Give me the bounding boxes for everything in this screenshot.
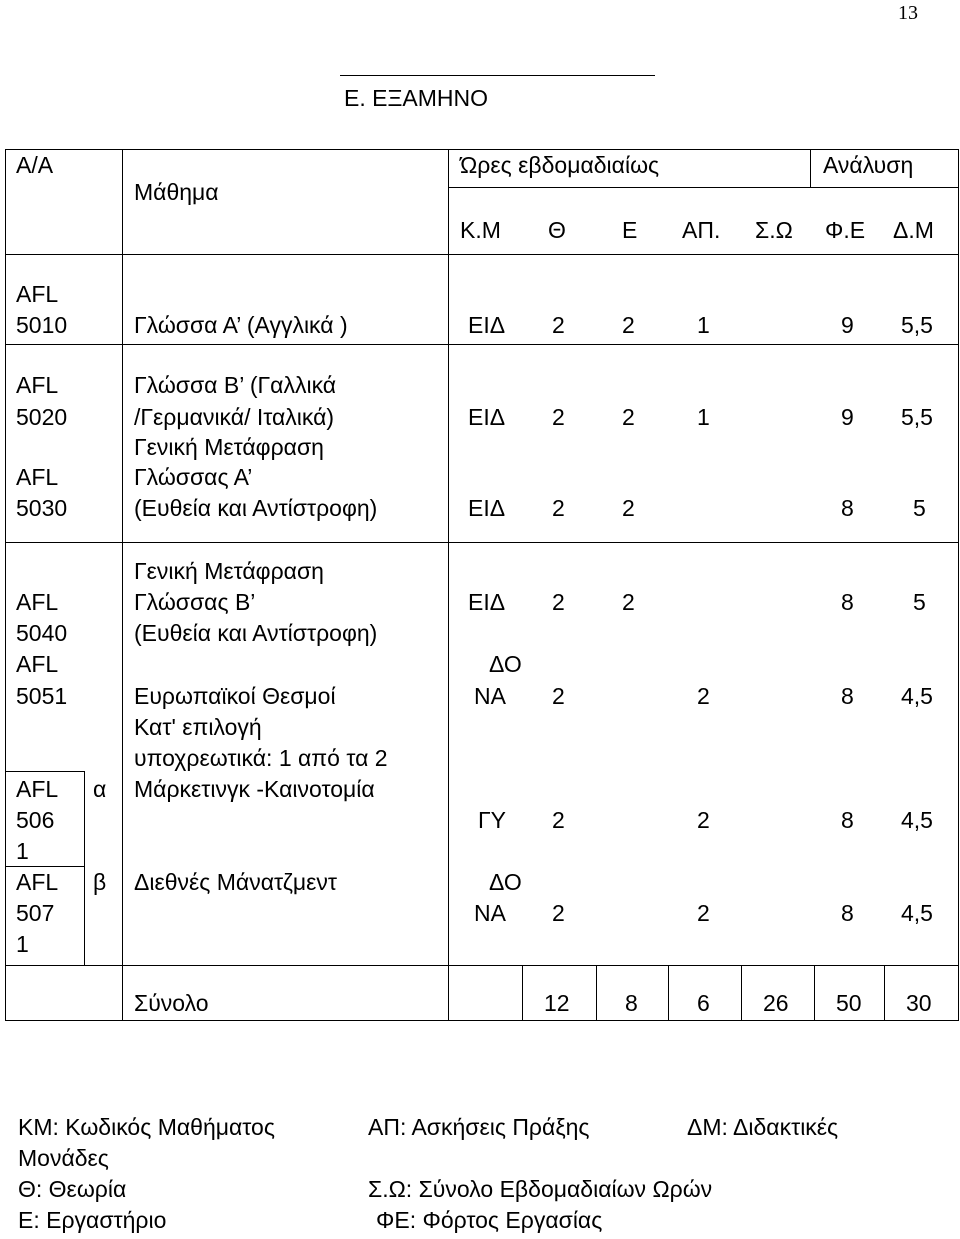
cell-text: 2 xyxy=(552,404,565,430)
cell-text: Γλώσσας Β’ xyxy=(134,589,256,615)
cell-text: 5030 xyxy=(16,495,68,521)
cell-text: ΝΑ xyxy=(474,900,506,926)
cell-text: ΓΥ xyxy=(478,807,507,833)
cell-text: 8 xyxy=(841,900,854,926)
cell-text: ΕΙΔ xyxy=(468,589,506,615)
cell-text: 2 xyxy=(552,495,565,521)
cell-text: 8 xyxy=(841,683,854,709)
cell-text: Γλώσσας Α’ xyxy=(134,464,253,490)
cell-text: ΔΜ: Διδακτικές xyxy=(687,1114,839,1140)
cell-text: ΕΙΔ xyxy=(468,404,506,430)
header-course: Μάθημα xyxy=(134,179,219,205)
cell-text: 1 xyxy=(16,931,29,957)
cell-text: Μάρκετινγκ -Καινοτομία xyxy=(134,776,375,802)
header-aa: Α/Α xyxy=(16,152,54,178)
total-label: Σύνολο xyxy=(134,990,209,1016)
cell-text: 5 xyxy=(913,589,926,615)
cell-text: 26 xyxy=(763,990,789,1016)
cell-text: 12 xyxy=(544,990,570,1016)
cell-text: α xyxy=(93,776,107,802)
cell-text: β xyxy=(93,869,107,895)
cell-text: 2 xyxy=(622,312,635,338)
cell-text: ΕΙΔ xyxy=(468,312,506,338)
cell-text: 9 xyxy=(841,404,854,430)
cell-text: ΔΟ xyxy=(489,869,522,895)
semester-title: Ε. ΕΞΑΜΗΝΟ xyxy=(344,85,489,111)
header-col-e: Ε xyxy=(622,217,638,243)
cell-text: 8 xyxy=(841,589,854,615)
cell-text: 50 xyxy=(836,990,862,1016)
cell-text: AFL xyxy=(16,281,59,307)
cell-text: ΔΟ xyxy=(489,651,522,677)
cell-text: 2 xyxy=(552,312,565,338)
cell-text: AFL xyxy=(16,372,59,398)
elective-note-line2: υποχρεωτικά: 1 από τα 2 xyxy=(134,745,388,771)
cell-text: 5010 xyxy=(16,312,68,338)
cell-text: 2 xyxy=(552,589,565,615)
cell-text: ΦΕ: Φόρτος Εργασίας xyxy=(376,1207,603,1233)
cell-text: AFL xyxy=(16,776,59,802)
header-col-th: Θ xyxy=(548,217,566,243)
cell-text: (Ευθεία και Αντίστροφη) xyxy=(134,495,378,521)
cell-text: 2 xyxy=(622,589,635,615)
header-breakdown: Ανάλυση xyxy=(823,152,914,178)
cell-text: 2 xyxy=(622,495,635,521)
cell-text: AFL xyxy=(16,464,59,490)
cell-text: 4,5 xyxy=(901,900,933,926)
cell-text: Γλώσσα Β’ (Γαλλικά xyxy=(134,372,337,398)
cell-text: ΕΙΔ xyxy=(468,495,506,521)
cell-text: 2 xyxy=(697,683,710,709)
cell-text: 2 xyxy=(622,404,635,430)
cell-text: 2 xyxy=(552,807,565,833)
header-col-fe: Φ.Ε xyxy=(825,217,866,243)
cell-text: Ευρωπαϊκοί Θεσμοί xyxy=(134,683,336,709)
cell-text: 30 xyxy=(906,990,932,1016)
cell-text: 5 xyxy=(913,495,926,521)
cell-text: 5,5 xyxy=(901,404,933,430)
header-col-sw: Σ.Ω xyxy=(755,217,793,243)
cell-text: ΚΜ: Κωδικός Μαθήματος xyxy=(18,1114,275,1140)
header-col-ap: ΑΠ. xyxy=(682,217,721,243)
cell-text: 9 xyxy=(841,312,854,338)
cell-text: Γενική Μετάφραση xyxy=(134,434,324,460)
cell-text: 507 xyxy=(16,900,55,926)
cell-text: 4,5 xyxy=(901,683,933,709)
cell-text: ΝΑ xyxy=(474,683,506,709)
cell-text: 2 xyxy=(697,900,710,926)
cell-text: 5040 xyxy=(16,620,68,646)
cell-text: /Γερμανικά/ Ιταλικά) xyxy=(134,404,335,430)
cell-text: 2 xyxy=(552,683,565,709)
cell-text: 2 xyxy=(697,807,710,833)
cell-text: 6 xyxy=(697,990,710,1016)
cell-text: 1 xyxy=(697,312,710,338)
cell-text: 5051 xyxy=(16,683,68,709)
cell-text: 2 xyxy=(552,900,565,926)
cell-text: 5020 xyxy=(16,404,68,430)
cell-text: Γλώσσα Α’ (Αγγλικά ) xyxy=(134,312,348,338)
cell-text: Σ.Ω: Σύνολο Εβδομαδιαίων Ωρών xyxy=(368,1176,713,1202)
cell-text: 506 xyxy=(16,807,55,833)
cell-text: 1 xyxy=(16,838,29,864)
cell-text: AFL xyxy=(16,589,59,615)
cell-text: 8 xyxy=(625,990,638,1016)
title-rule xyxy=(340,75,655,76)
header-col-km: Κ.Μ xyxy=(460,217,501,243)
cell-text: Θ: Θεωρία xyxy=(18,1176,127,1202)
cell-text: AFL xyxy=(16,869,59,895)
cell-text: Γενική Μετάφραση xyxy=(134,558,324,584)
cell-text: 5,5 xyxy=(901,312,933,338)
elective-note-line1: Κατ' επιλογή xyxy=(134,714,262,740)
cell-text: Διεθνές Μάνατζμεντ xyxy=(134,869,337,895)
cell-text: Μονάδες xyxy=(18,1145,109,1171)
header-weekly-hours: Ώρες εβδομαδιαίως xyxy=(460,152,660,178)
header-col-dm: Δ.Μ xyxy=(893,217,934,243)
page-number: 13 xyxy=(898,2,918,24)
cell-text: Ε: Εργαστήριο xyxy=(18,1207,167,1233)
cell-text: 8 xyxy=(841,807,854,833)
cell-text: 4,5 xyxy=(901,807,933,833)
cell-text: (Ευθεία και Αντίστροφη) xyxy=(134,620,378,646)
cell-text: 8 xyxy=(841,495,854,521)
cell-text: 1 xyxy=(697,404,710,430)
cell-text: ΑΠ: Ασκήσεις Πράξης xyxy=(368,1114,590,1140)
cell-text: AFL xyxy=(16,651,59,677)
